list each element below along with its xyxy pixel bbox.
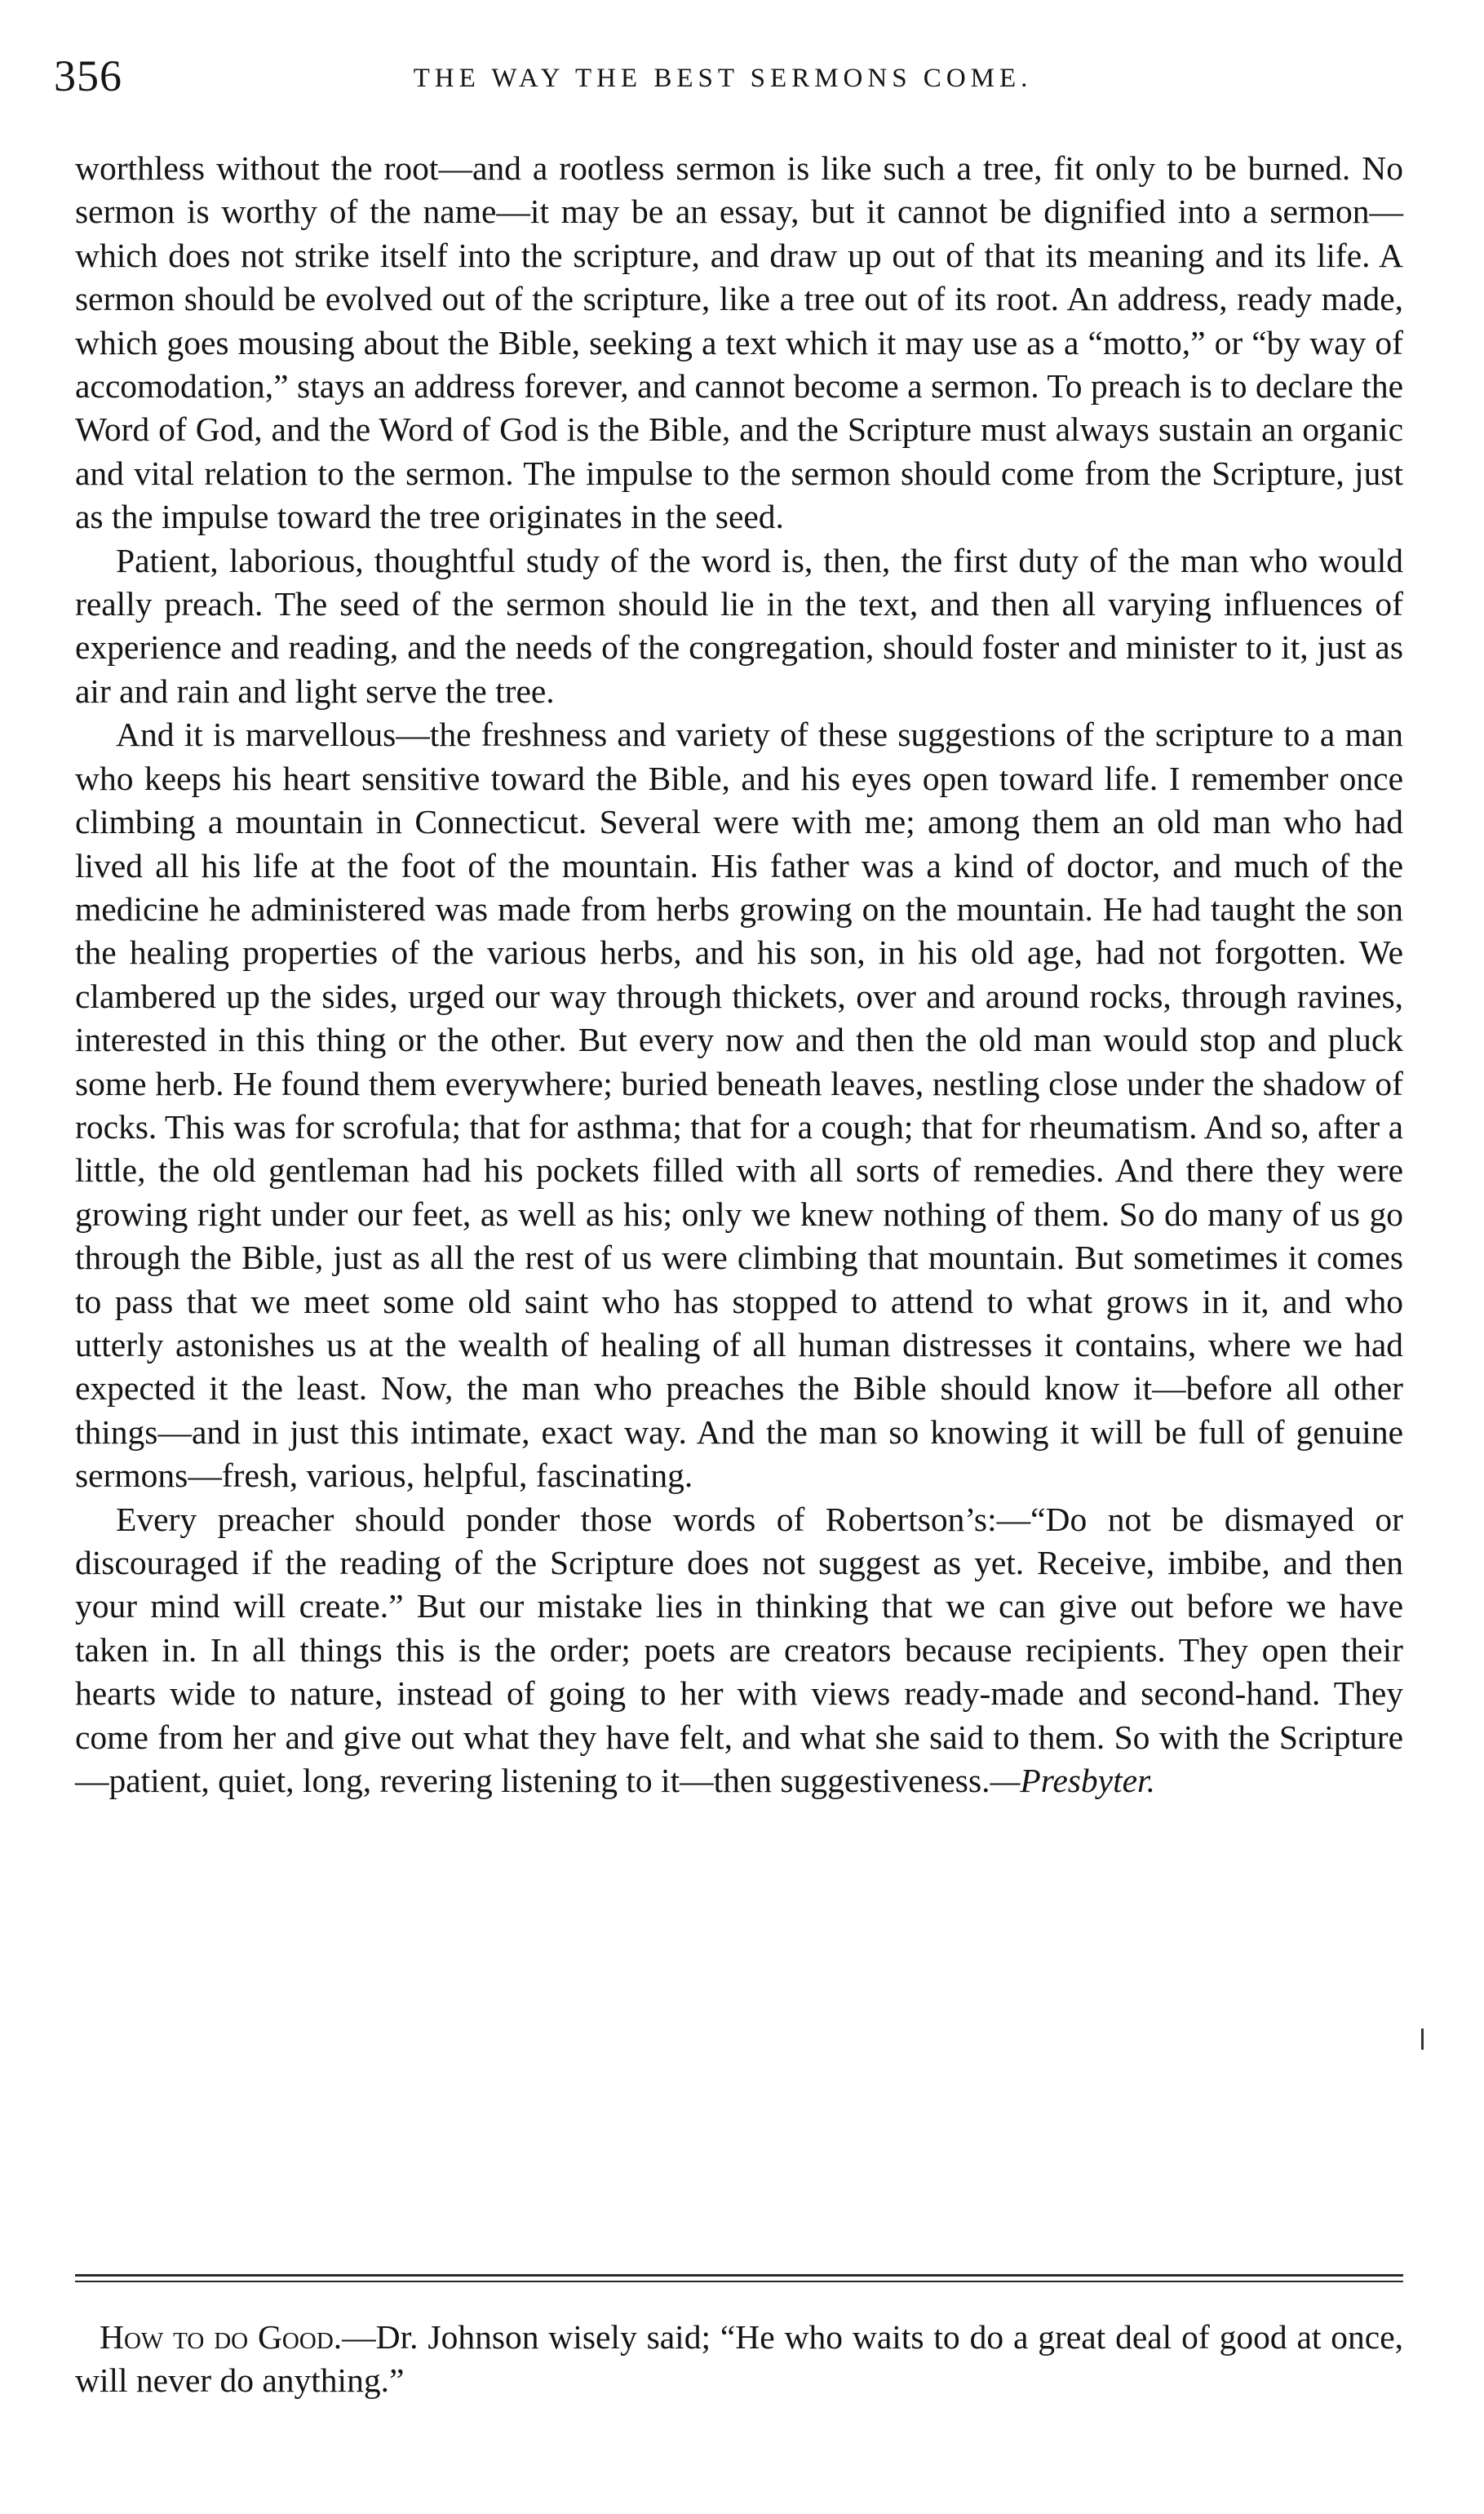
footnote	[75, 2316, 1403, 2403]
signoff: —Presbyter.	[990, 1762, 1155, 1800]
footnote-text: —Dr. Johnson wisely said; “He who waits to do a great deal of good at once, will never do anything.”	[75, 2318, 1404, 2400]
paragraph-1: worthless without the root—and a rootless sermon is like such a tree, fit only to be burned. No sermon is worthy of the name—it may be an essay, but it cannot be dignified into a sermon—which does not strike itself into the scripture, and draw up out of that its meaning and its life. A sermon should be evolved out of the scripture, like a tree out of its root. An address, ready made, which goes mousing about the Bible, seeking a text which it may use as a “motto,” or “by way of accomodation,” stays an address forever, and cannot become a sermon. To preach is to declare the Word of God, and the Word of God is the Bible, and the Scripture must always sustain an organic and vital relation to the sermon. The impulse to the sermon should come from the Scripture, just as the impulse toward the tree originates in the seed.	[75, 149, 1403, 536]
page-header	[54, 47, 1392, 104]
paragraph-4	[75, 1498, 1403, 1803]
divider-rule-secondary	[75, 2281, 1403, 2282]
margin-mark	[1421, 2028, 1424, 2050]
running-head: THE WAY THE BEST SERMONS COME.	[413, 64, 1033, 93]
body-text	[75, 147, 1403, 1802]
footnote-lead: How to do Good.	[100, 2318, 343, 2356]
divider-rule	[75, 2274, 1403, 2277]
paragraph-2: Patient, laborious, thoughtful study of the word is, then, the first duty of the man who would really preach. The seed of the sermon should lie in the text, and then all varying influences of experience and reading, and the needs of the congregation, should foster and minister to it, just as air and rain and light serve the tree.	[75, 541, 1403, 710]
footnote-paragraph	[75, 2316, 1403, 2403]
paragraph-3: And it is marvellous—the freshness and variety of these suggestions of the scripture to a man who keeps his heart sensitive toward the Bible, and his eyes open toward life. I remember once climbing a mountain in Connecticut. Several were with me; among them an old man who had lived all his life at the foot of the mountain. His father was a kind of doctor, and much of the medicine he administered was made from herbs growing on the mountain. He had taught the son the healing properties of the various herbs, and his son, in his old age, had not forgotten. We clambered up the sides, urged our way through thickets, over and around rocks, through ravines, interested in this thing or the other. But every now and then the old man would stop and pluck some herb. He found them everywhere; buried beneath leaves, nestling close under the shadow of rocks. This was for scrofula; that for asthma; that for a cough; that for rheumatism. And so, after a little, the old gentleman had his pockets filled with all sorts of remedies. And there they were growing right under our feet, as well as his; only we knew nothing of them. So do many of us go through the Bible, just as all the rest of us were climbing that mountain. But sometimes it comes to pass that we meet some old saint who has stopped to attend to what grows in it, and who utterly astonishes us at the wealth of healing of all human distresses it contains, where we had expected it the least. Now, the man who preaches the Bible should know it—before all other things—and in just this intimate, exact way. And the man so knowing it will be full of genuine sermons—fresh, various, helpful, fascinating.	[75, 716, 1403, 1495]
paragraph-4-text: Every preacher should ponder those words of Robertson’s:—“Do not be dismayed or discouraged if the reading of the Scripture does not suggest as yet. Receive, imbibe, and then your mind will create.” But our mistake lies in thinking that we can give out before we have taken in. In all things this is the order; poets are creators because recipients. They open their hearts wide to nature, instead of going to her with views ready-made and second-hand. They come from her and give out what they have felt, and what she said to them. So with the Scripture—patient, quiet, long, revering listening to it—then suggestiveness.	[75, 1500, 1403, 1800]
page-number: 356	[54, 51, 122, 100]
